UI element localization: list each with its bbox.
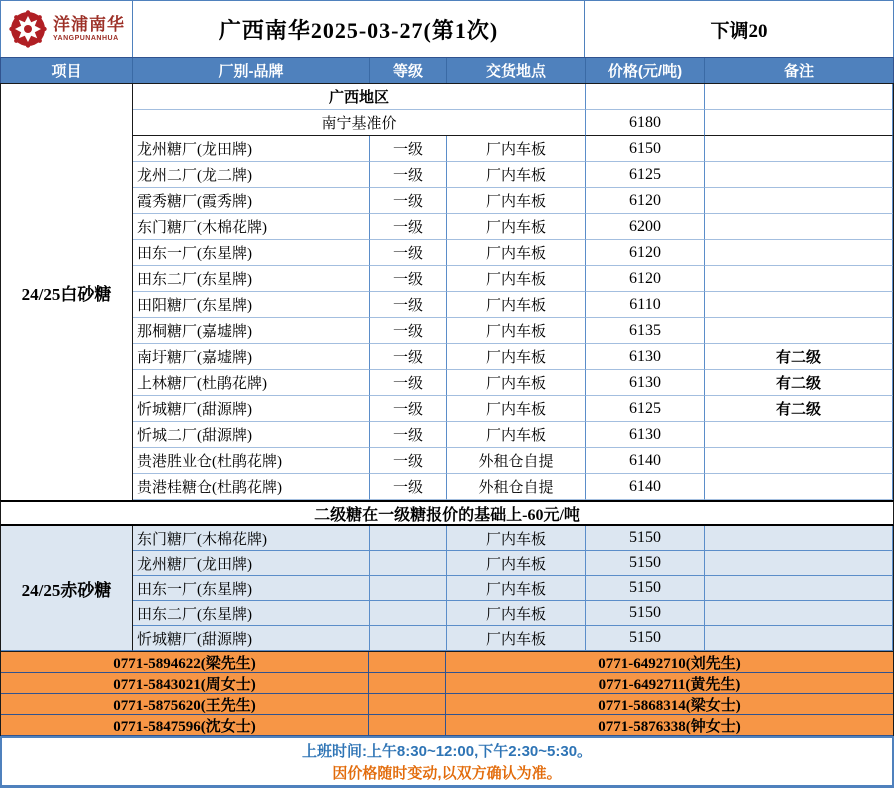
- grade-cell: [370, 601, 447, 626]
- remark-cell: [705, 292, 893, 318]
- delivery-location-cell: 厂内车板: [447, 422, 586, 448]
- remark-cell: 有二级: [705, 396, 893, 422]
- grade-cell: 一级: [370, 422, 447, 448]
- delivery-location-cell: 厂内车板: [447, 214, 586, 240]
- delivery-location-cell: 厂内车板: [447, 318, 586, 344]
- col-header-location: 交货地点: [447, 58, 586, 83]
- delivery-location-cell: 厂内车板: [447, 396, 586, 422]
- grade-cell: 一级: [370, 396, 447, 422]
- grade-cell: [370, 626, 447, 651]
- region-remark-cell: [705, 84, 893, 110]
- grade-cell: 一级: [370, 474, 447, 500]
- price-cell: 6140: [586, 448, 705, 474]
- delivery-location-cell: 厂内车板: [447, 526, 586, 551]
- factory-brand-cell: 上林糖厂(杜鹃花牌): [133, 370, 370, 396]
- delivery-location-cell: 厂内车板: [447, 626, 586, 651]
- factory-brand-cell: 忻城糖厂(甜源牌): [133, 396, 370, 422]
- logo-name-cn: 洋浦南华: [53, 15, 125, 34]
- second-grade-note: 二级糖在一级糖报价的基础上-60元/吨: [0, 500, 894, 526]
- remark-cell: [705, 214, 893, 240]
- price-cell: 5150: [586, 601, 705, 626]
- factory-brand-cell: 那桐糖厂(嘉墟牌): [133, 318, 370, 344]
- delivery-location-cell: 厂内车板: [447, 240, 586, 266]
- grade-cell: [370, 576, 447, 601]
- delivery-location-cell: 厂内车板: [447, 188, 586, 214]
- factory-brand-cell: 东门糖厂(木棉花牌): [133, 214, 370, 240]
- contact-section: [0, 651, 894, 736]
- grade-cell: 一级: [370, 240, 447, 266]
- delivery-location-cell: 厂内车板: [447, 162, 586, 188]
- grade-cell: 一级: [370, 188, 447, 214]
- contact-spacer-cell: [369, 673, 446, 694]
- price-cell: 5150: [586, 526, 705, 551]
- company-logo: [1, 1, 133, 57]
- price-cell: 5150: [586, 576, 705, 601]
- grade-cell: [370, 526, 447, 551]
- grade-cell: 一级: [370, 162, 447, 188]
- remark-cell: [705, 551, 893, 576]
- factory-brand-cell: 田东一厂(东星牌): [133, 240, 370, 266]
- price-cell: 6130: [586, 422, 705, 448]
- delivery-location-cell: 厂内车板: [447, 266, 586, 292]
- remark-cell: [705, 188, 893, 214]
- price-disclaimer: 因价格随时变动,以双方确认为准。: [332, 765, 562, 782]
- price-cell: 6110: [586, 292, 705, 318]
- price-cell: 6120: [586, 188, 705, 214]
- price-cell: 6120: [586, 266, 705, 292]
- remark-cell: [705, 601, 893, 626]
- remark-cell: [705, 318, 893, 344]
- factory-brand-cell: 龙州糖厂(龙田牌): [133, 136, 370, 162]
- price-cell: 6150: [586, 136, 705, 162]
- remark-cell: [705, 136, 893, 162]
- sheet-header: [0, 0, 894, 57]
- contact-spacer-cell: [369, 652, 446, 673]
- delivery-location-cell: 厂内车板: [447, 370, 586, 396]
- delivery-location-cell: 厂内车板: [447, 601, 586, 626]
- footer-note: [0, 736, 894, 788]
- grade-cell: 一级: [370, 266, 447, 292]
- remark-cell: [705, 526, 893, 551]
- factory-brand-cell: 贵港胜业仓(杜鹃花牌): [133, 448, 370, 474]
- contact-phone-left: 0771-5894622(梁先生): [1, 652, 369, 673]
- price-cell: 6125: [586, 396, 705, 422]
- contact-phone-left: 0771-5875620(王先生): [1, 694, 369, 715]
- factory-brand-cell: 龙州二厂(龙二牌): [133, 162, 370, 188]
- remark-cell: [705, 448, 893, 474]
- col-header-item: 项目: [1, 58, 133, 83]
- sheet-title: 广西南华2025-03-27(第1次): [133, 1, 585, 57]
- delivery-location-cell: 厂内车板: [447, 292, 586, 318]
- contact-phone-right: 0771-6492710(刘先生): [446, 652, 893, 673]
- remark-cell: [705, 626, 893, 651]
- contact-phone-right: 0771-6492711(黄先生): [446, 673, 893, 694]
- factory-brand-cell: 田东二厂(东星牌): [133, 601, 370, 626]
- grade-cell: 一级: [370, 318, 447, 344]
- grade-cell: 一级: [370, 214, 447, 240]
- factory-brand-cell: 田东二厂(东星牌): [133, 266, 370, 292]
- region-header: 广西地区: [133, 84, 586, 110]
- price-adjustment: 下调20: [710, 20, 768, 42]
- remark-cell: [705, 474, 893, 500]
- factory-brand-cell: 忻城糖厂(甜源牌): [133, 626, 370, 651]
- price-cell: 6200: [586, 214, 705, 240]
- price-cell: 5150: [586, 551, 705, 576]
- logo-name-en: YANGPUNANHUA: [53, 35, 119, 42]
- price-cell: 6130: [586, 370, 705, 396]
- price-cell: 6125: [586, 162, 705, 188]
- remark-cell: 有二级: [705, 370, 893, 396]
- factory-brand-cell: 南圩糖厂(嘉墟牌): [133, 344, 370, 370]
- grade-cell: 一级: [370, 136, 447, 162]
- column-header-row: [0, 57, 894, 83]
- delivery-location-cell: 厂内车板: [447, 551, 586, 576]
- delivery-location-cell: 外租仓自提: [447, 474, 586, 500]
- benchmark-price: 6180: [586, 110, 705, 136]
- col-header-grade: 等级: [370, 58, 447, 83]
- factory-brand-cell: 田阳糖厂(东星牌): [133, 292, 370, 318]
- remark-cell: [705, 240, 893, 266]
- grade-cell: [370, 551, 447, 576]
- contact-phone-right: 0771-5876338(钟女士): [446, 715, 893, 736]
- price-cell: 6140: [586, 474, 705, 500]
- col-header-price: 价格(元/吨): [586, 58, 705, 83]
- grade-cell: 一级: [370, 344, 447, 370]
- grade-cell: 一级: [370, 370, 447, 396]
- factory-brand-cell: 东门糖厂(木棉花牌): [133, 526, 370, 551]
- contact-spacer-cell: [369, 694, 446, 715]
- factory-brand-cell: 贵港桂糖仓(杜鹃花牌): [133, 474, 370, 500]
- white-sugar-item-label: 24/25白砂糖: [1, 84, 133, 500]
- remark-cell: [705, 162, 893, 188]
- logo-emblem-icon: [8, 9, 48, 49]
- contact-phone-left: 0771-5847596(沈女士): [1, 715, 369, 736]
- contact-phone-right: 0771-5868314(梁女士): [446, 694, 893, 715]
- remark-cell: 有二级: [705, 344, 893, 370]
- contact-phone-left: 0771-5843021(周女士): [1, 673, 369, 694]
- delivery-location-cell: 厂内车板: [447, 576, 586, 601]
- factory-brand-cell: 田东一厂(东星牌): [133, 576, 370, 601]
- remark-cell: [705, 422, 893, 448]
- region-price-cell: [586, 84, 705, 110]
- factory-brand-cell: 霞秀糖厂(霞秀牌): [133, 188, 370, 214]
- col-header-remark: 备注: [783, 63, 814, 80]
- factory-brand-cell: 忻城二厂(甜源牌): [133, 422, 370, 448]
- red-sugar-section: [0, 526, 894, 651]
- benchmark-remark-cell: [705, 110, 893, 136]
- delivery-location-cell: 厂内车板: [447, 136, 586, 162]
- remark-cell: [705, 266, 893, 292]
- working-hours: 上班时间:上午8:30~12:00,下午2:30~5:30。: [301, 743, 593, 760]
- price-cell: 6120: [586, 240, 705, 266]
- price-cell: 6135: [586, 318, 705, 344]
- price-cell: 5150: [586, 626, 705, 651]
- benchmark-label: 南宁基准价: [133, 110, 586, 136]
- col-header-brand: 厂别-品牌: [133, 58, 370, 83]
- remark-cell: [705, 576, 893, 601]
- grade-cell: 一级: [370, 292, 447, 318]
- contact-spacer-cell: [369, 715, 446, 736]
- price-cell: 6130: [586, 344, 705, 370]
- grade-cell: 一级: [370, 448, 447, 474]
- red-sugar-item-label: 24/25赤砂糖: [1, 526, 133, 651]
- delivery-location-cell: 厂内车板: [447, 344, 586, 370]
- white-sugar-section: [0, 83, 894, 500]
- factory-brand-cell: 龙州糖厂(龙田牌): [133, 551, 370, 576]
- delivery-location-cell: 外租仓自提: [447, 448, 586, 474]
